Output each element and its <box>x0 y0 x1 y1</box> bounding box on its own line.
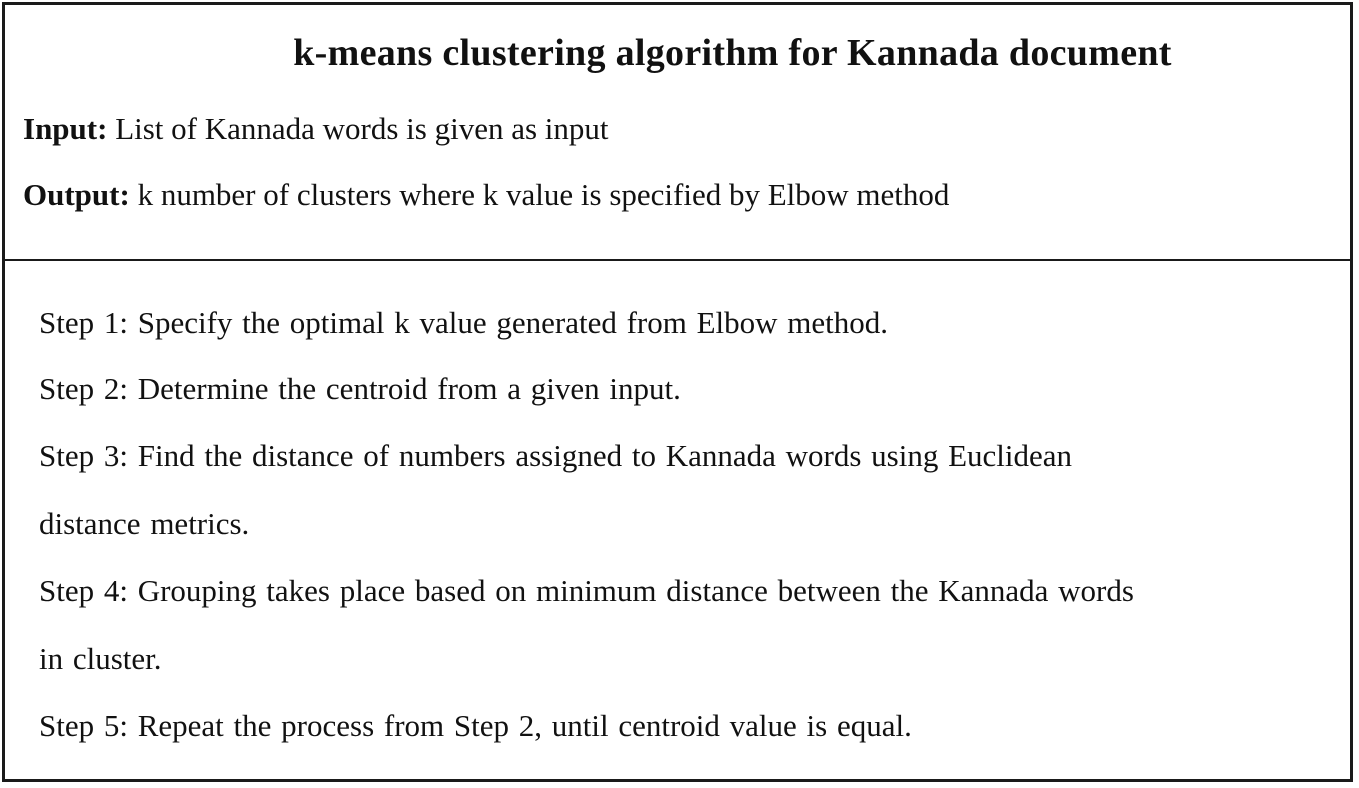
algorithm-box <box>2 2 1353 782</box>
input-spec <box>23 111 609 147</box>
step-4-line: Step 4: Grouping takes place based on minimum distance between the Kannada words <box>39 573 1134 608</box>
output-text: k number of clusters where k value is specified by Elbow method <box>137 177 950 212</box>
step-3-line: Step 3: Find the distance of numbers assigned to Kannada words using Euclidean <box>39 438 1073 473</box>
input-label: Input: <box>23 111 108 146</box>
input-text: List of Kannada words is given as input <box>115 111 609 146</box>
output-label: Output: <box>23 177 130 212</box>
algorithm-title: k-means clustering algorithm for Kannada document <box>293 32 1172 74</box>
step-3-continuation: distance metrics. <box>39 506 250 541</box>
step-2-line: Step 2: Determine the centroid from a given input. <box>39 371 681 406</box>
step-1-line: Step 1: Specify the optimal k value generated from Elbow method. <box>39 305 889 340</box>
output-spec <box>23 177 949 213</box>
algorithm-header <box>5 5 1350 261</box>
step-4-continuation: in cluster. <box>39 641 162 676</box>
step-5-line: Step 5: Repeat the process from Step 2, until centroid value is equal. <box>39 708 912 743</box>
